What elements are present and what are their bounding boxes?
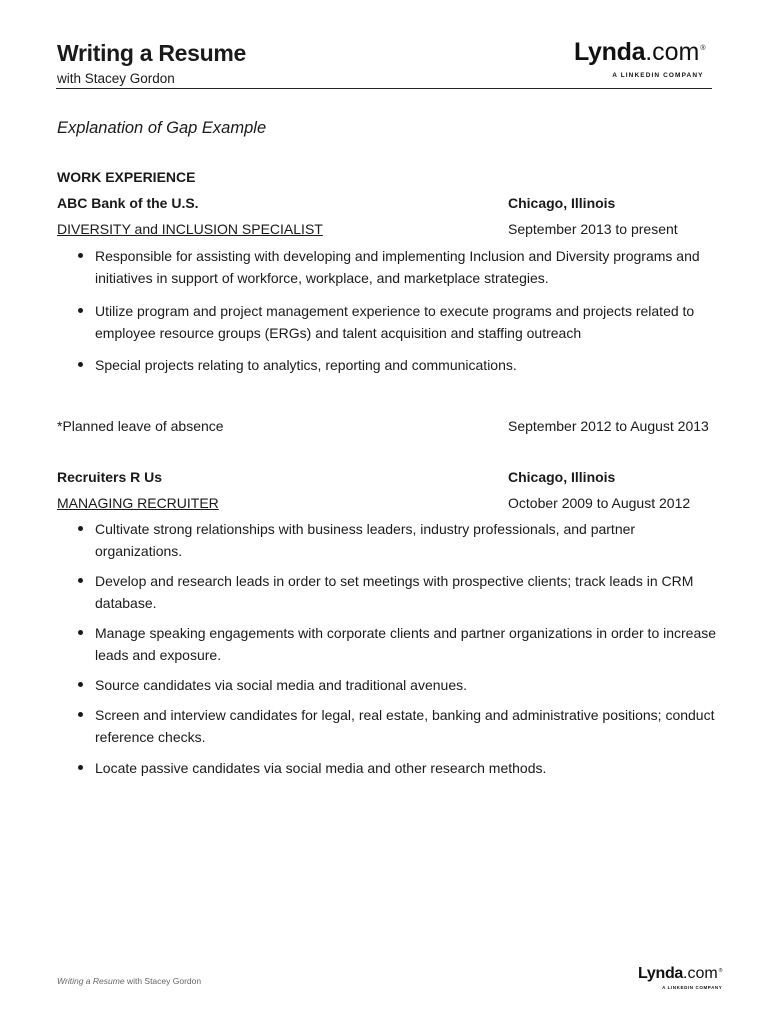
document-title: Writing a Resume: [57, 40, 247, 66]
job-dates: October 2009 to August 2012: [508, 495, 691, 511]
job-company: ABC Bank of the U.S.: [57, 195, 199, 211]
list-item: Locate passive candidates via social media and other research methods.: [57, 757, 717, 779]
logo-tagline: A LINKEDIN COMPANY: [662, 985, 723, 990]
section-heading: Explanation of Gap Example: [57, 119, 267, 137]
job-position: MANAGING RECRUITER: [57, 495, 219, 511]
list-item: Source candidates via social media and traditional avenues.: [57, 674, 717, 696]
list-item: Screen and interview candidates for legal, real estate, banking and administrative positions; conduct reference checks.: [57, 704, 717, 748]
logo-tagline: A LINKEDIN COMPANY: [612, 72, 704, 79]
lynda-logo: [574, 40, 706, 79]
footer-text: [57, 976, 201, 986]
document-subtitle: with Stacey Gordon: [57, 71, 175, 86]
list-item: Manage speaking engagements with corporate clients and partner organizations in order to increase leads and exposure.: [57, 622, 717, 666]
footer-title: Writing a Resume: [57, 976, 125, 986]
footer-author: with Stacey Gordon: [124, 976, 202, 986]
gap-dates: September 2012 to August 2013: [508, 418, 709, 434]
job-location: Chicago, Illinois: [508, 469, 616, 485]
logo-dotcom: .com: [645, 38, 700, 66]
logo-word: Lynda: [574, 38, 646, 66]
job-company: Recruiters R Us: [57, 469, 163, 485]
logo-word: Lynda: [638, 965, 684, 982]
work-experience-label: WORK EXPERIENCE: [57, 169, 196, 185]
job-location: Chicago, Illinois: [508, 195, 616, 211]
job-dates: September 2013 to present: [508, 221, 678, 237]
list-item: Utilize program and project management experience to execute programs and projects related to employee resource groups (ERGs) and talent acquisition and staffing outreach: [57, 300, 717, 344]
list-item: Special projects relating to analytics, reporting and communications.: [57, 354, 717, 376]
lynda-logo-footer: [638, 966, 722, 990]
gap-label: *Planned leave of absence: [57, 418, 224, 434]
logo-dotcom: .com: [683, 965, 718, 982]
list-item: Cultivate strong relationships with business leaders, industry professionals, and partner organizations.: [57, 518, 717, 562]
list-item: Responsible for assisting with developing and implementing Inclusion and Diversity programs and initiatives in support of workforce, workplace, and marketplace strategies.: [57, 245, 717, 289]
job-position: DIVERSITY and INCLUSION SPECIALIST: [57, 221, 323, 237]
list-item: Develop and research leads in order to set meetings with prospective clients; track leads in CRM database.: [57, 570, 717, 614]
logo-registered-mark: ®: [700, 45, 706, 52]
header-divider: [56, 88, 712, 89]
logo-registered-mark: ®: [718, 968, 723, 974]
